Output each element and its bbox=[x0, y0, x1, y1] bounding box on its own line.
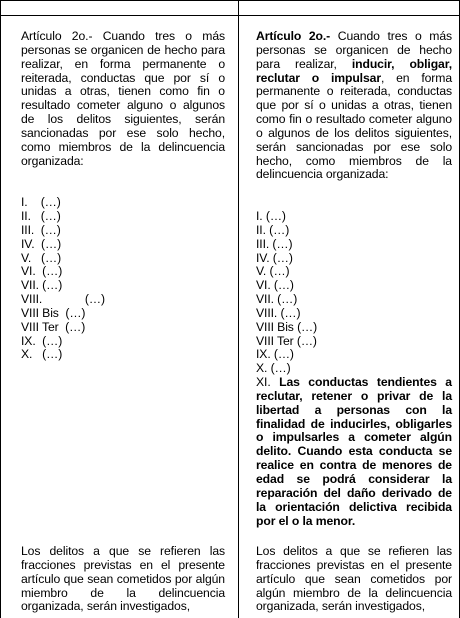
right-article-text-part2: , en forma permanente o reiterada, conductas que por sí o unidas a otras, tienen como fin o resultado cometer alguno o algunos de los delitos siguientes, serán sancionadas por ese solo hecho, como miembros de la delincuencia organizada: bbox=[256, 70, 453, 182]
right-column-cell bbox=[256, 30, 452, 528]
right-fraction-item: VIII. (…) bbox=[256, 305, 301, 320]
right-fraction-item: III. (…) bbox=[256, 236, 293, 251]
right-fraction-item: VIII Bis (…) bbox=[256, 319, 318, 334]
right-fraction-item: VII. (…) bbox=[256, 292, 298, 307]
right-article-paragraph bbox=[256, 30, 452, 182]
spacer bbox=[256, 196, 452, 210]
right-fraction-item: X. (…) bbox=[256, 361, 291, 376]
left-fraction-item: VIII. (…) bbox=[21, 292, 105, 307]
left-fraction-item: I. (…) bbox=[21, 195, 61, 210]
left-article-lead: Artículo 2o.- bbox=[21, 29, 93, 43]
left-article-text: Cuando tres o más personas se organicen de hecho para realizar, en forma permanente o reiterada, conductas que por sí o unidas a otras, tienen como fin o resultado cometer alguno o algunos de los delitos siguientes, serán sancionadas por ese solo hecho, como miembros de la delincuencia organizada: bbox=[21, 29, 226, 168]
left-column-cell bbox=[21, 30, 225, 362]
left-closing-cell bbox=[21, 545, 225, 614]
left-fraction-item: VIII Bis (…) bbox=[21, 305, 86, 320]
left-fraction-item: X. (…) bbox=[21, 347, 63, 362]
right-new-fraction-xi bbox=[256, 376, 452, 528]
spacer bbox=[256, 182, 452, 196]
right-article-added-verbs: inducir, obligar, reclutar o impulsar bbox=[256, 56, 452, 85]
right-fraction-item: VIII Ter (…) bbox=[256, 333, 317, 348]
right-fraction-item: I. (…) bbox=[256, 208, 286, 223]
right-fraction-item: II. (…) bbox=[256, 222, 290, 237]
right-fraction-item: VI. (…) bbox=[256, 278, 294, 293]
column-divider bbox=[238, 0, 239, 618]
left-fraction-item: IX. (…) bbox=[21, 333, 63, 348]
right-fraction-xi-text: Las conductas tendientes a reclutar, retener o privar de la libertad a personas con la finalidad de inducirles, obligarles o impulsarles a cometer algún delito. Cuando esta conducta se realice en contra de menores de edad se podrá considerar la reparación del daño derivado de la orientación delictiva recibida por el o la menor. bbox=[256, 375, 452, 528]
right-fraction-item: V. (…) bbox=[256, 264, 290, 279]
header-row-bottom-border bbox=[0, 15, 460, 16]
right-article-text-part1: Cuando tres o más personas se organicen de hecho para realizar, bbox=[256, 29, 452, 71]
left-fraction-item: VII. (…) bbox=[21, 278, 63, 293]
table-left-border bbox=[0, 0, 1, 618]
left-fraction-item: IV. (…) bbox=[21, 236, 62, 251]
left-fraction-item: VI. (…) bbox=[21, 264, 63, 279]
right-closing-paragraph: Los delitos a que se refieren las fracciones previstas en el presente artículo que sean cometidos por algún miembro de la delincuencia organizada, serán investigados, bbox=[256, 544, 452, 614]
left-closing-paragraph: Los delitos a que se refieren las fracciones previstas en el presente artículo que sean cometidos por algún miembro de la delincuencia organizada, serán investigados, bbox=[21, 544, 225, 614]
spacer bbox=[21, 182, 225, 196]
left-article-paragraph bbox=[21, 30, 225, 168]
left-fraction-item: II. (…) bbox=[21, 208, 61, 223]
right-fraction-xi-label: XI. bbox=[256, 375, 280, 390]
right-fraction-item: IX. (…) bbox=[256, 347, 294, 362]
spacer bbox=[21, 168, 225, 182]
left-fraction-list bbox=[21, 196, 225, 362]
left-fraction-item: V. (…) bbox=[21, 250, 62, 265]
right-article-lead: Artículo 2o.- bbox=[256, 29, 331, 43]
left-fraction-item: VIII Ter (…) bbox=[21, 319, 86, 334]
right-fraction-item: IV. (…) bbox=[256, 250, 293, 265]
table-top-border bbox=[0, 0, 460, 1]
right-closing-cell bbox=[256, 545, 452, 614]
left-fraction-item: III. (…) bbox=[21, 222, 61, 237]
right-fraction-list bbox=[256, 210, 452, 376]
